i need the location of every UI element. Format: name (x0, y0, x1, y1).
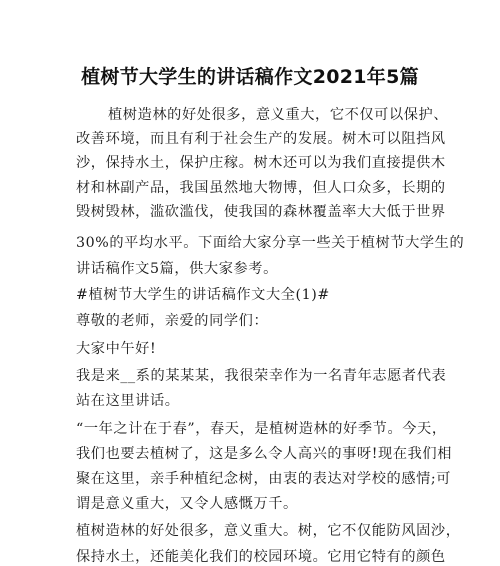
paragraph-line: 毁树毁林，滥砍滥伐，使我国的森林覆盖率大大低于世界 (76, 204, 446, 220)
paragraph-line: “一年之计在于春”，春天，是植树造林的好季节。今天， (76, 421, 447, 437)
paragraph-line: 沙，保持水土，保护庄稼。树木还可以为我们直接提供木 (76, 155, 446, 171)
paragraph-line: 聚在这里，亲手种植纪念树，由衷的表达对学校的感情;可 (76, 471, 452, 487)
paragraph-line: 我是来__系的某某某，我很荣幸作为一名青年志愿者代表 (76, 368, 447, 384)
greeting-line: 尊敬的老师，亲爱的同学们： (76, 313, 269, 329)
paragraph-line: 站在这里讲话。 (76, 393, 180, 409)
section-heading: #植树节大学生的讲话稿作文大全(1)# (76, 287, 330, 303)
paragraph-line: 材和林副产品，我国虽然地大物博，但人口众多，长期的 (76, 180, 446, 196)
document-title: 植树节大学生的讲话稿作文2021年5篇 (81, 66, 419, 88)
greeting-line: 大家中午好! (76, 341, 157, 357)
paragraph-line: 植树造林的好处很多，意义重大，它不仅可以保护、 (108, 107, 449, 123)
paragraph-line: 植树造林的好处很多，意义重大。树，它不仅能防风固沙， (76, 523, 461, 539)
paragraph-line: 谓是意义重大，又令人感慨万千。 (76, 496, 298, 512)
paragraph-line: 30%的平均水平。下面给大家分享一些关于植树节大学生的 (76, 235, 465, 251)
paragraph-line: 改善环境，而且有利于社会生产的发展。树木可以阻挡风 (76, 131, 446, 147)
paragraph-line: 讲话稿作文5篇，供大家参考。 (76, 261, 278, 277)
paragraph-line: 我们也要去植树了，这是多么令人高兴的事呀!现在我们相 (76, 446, 452, 462)
paragraph-line: 保持水土，还能美化我们的校园环境。它用它特有的颜色 (76, 549, 446, 565)
